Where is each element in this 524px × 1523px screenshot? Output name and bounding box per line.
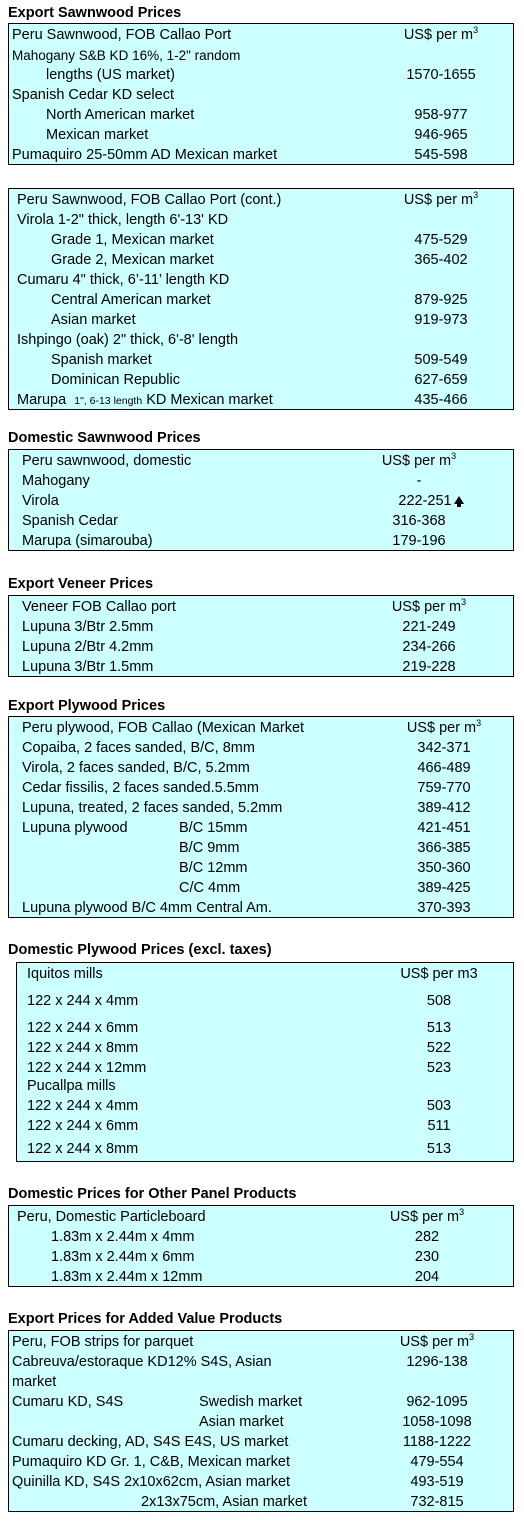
- table-header: [9, 598, 513, 617]
- section-heading-export-plywood: Export Plywood Prices: [8, 698, 166, 714]
- header-label: Iquitos mills: [27, 966, 103, 982]
- table-row: 122 x 244 x 4mm 508: [27, 993, 452, 1009]
- table-row: 122 x 244 x 8mm 522: [27, 1040, 452, 1056]
- unit-label: US$ per $m^3$: [381, 451, 457, 469]
- table-row: 2x13x75cm, Asian market 732-815: [141, 1494, 464, 1510]
- table-row: Pumaquiro KD Gr. 1, C&B, Mexican market 479-554: [12, 1454, 464, 1470]
- table-row: Cumaru 4" thick, 6’-11’ length KD: [17, 272, 230, 288]
- export-sawnwood-cont-table: [8, 188, 514, 410]
- table-row: market: [12, 1374, 57, 1390]
- table-header: [9, 191, 513, 210]
- table-row: Marupa (simarouba) 179-196: [22, 533, 446, 549]
- table-header: [9, 1208, 513, 1227]
- unit-label: US$ per $m^3$: [391, 597, 467, 615]
- table-row: Lupuna 3/Btr 2.5mm 221-249: [22, 619, 456, 635]
- section-heading-domestic-plywood: Domestic Plywood Prices (excl. taxes): [8, 942, 272, 958]
- table-row: Asian market 919-973: [51, 312, 468, 328]
- table-row: 122 x 244 x 12mm 523: [27, 1060, 452, 1076]
- up-arrow-icon: [454, 496, 464, 504]
- header-label: Peru Sawnwood, FOB Callao Port (cont.): [17, 192, 282, 208]
- table-row: Dominican Republic 627-659: [51, 372, 468, 388]
- section-heading-export-veneer: Export Veneer Prices: [8, 576, 154, 592]
- section-heading-other-panel: Domestic Prices for Other Panel Products: [8, 1186, 297, 1202]
- domestic-sawnwood-table: [8, 449, 514, 551]
- table-row: North American market 958-977: [46, 107, 468, 123]
- section-heading-export-sawnwood: Export Sawnwood Prices: [8, 5, 182, 21]
- section-heading-domestic-sawnwood: Domestic Sawnwood Prices: [8, 430, 201, 446]
- table-row: Cedar fissilis, 2 faces sanded.5.5mm 759-770: [22, 780, 471, 796]
- table-row: Lupuna 2/Btr 4.2mm 234-266: [22, 639, 456, 655]
- header-label: Peru sawnwood, domestic: [22, 453, 192, 469]
- table-row: Copaiba, 2 faces sanded, B/C, 8mm 342-371: [22, 740, 471, 756]
- unit-label: US$ per $m^3$: [403, 25, 479, 43]
- table-row: Cabreuva/estoraque KD12% S4S, Asian 1296-138: [12, 1354, 468, 1370]
- table-row: Virola, 2 faces sanded, B/C, 5.2mm 466-489: [22, 760, 471, 776]
- unit-label: US$ per $m^3$: [406, 718, 482, 736]
- table-row: 122 x 244 x 6mm 511: [27, 1118, 451, 1134]
- table-row: B/C 12mm 350-360: [179, 860, 471, 876]
- table-row: Spanish Cedar KD select: [12, 87, 174, 103]
- table-row: 122 x 244 x 4mm 503: [27, 1098, 452, 1114]
- table-row: Ishpingo (oak) 2" thick, 6'-8' length: [17, 332, 239, 348]
- domestic-plywood-table: [16, 962, 514, 1162]
- other-panel-table: [8, 1205, 514, 1287]
- table-row: Lupuna plywood B/C 4mm Central Am. 370-393: [22, 900, 471, 916]
- table-header: [9, 1333, 513, 1352]
- table-header: [9, 452, 513, 471]
- unit-label: US$ per $m^3$: [389, 1207, 465, 1225]
- table-row: lengths (US market) 1570-1655: [46, 67, 476, 83]
- table-row: Grade 2, Mexican market 365-402: [51, 252, 468, 268]
- table-row: Mexican market 946-965: [46, 127, 468, 143]
- table-row: Cumaru decking, AD, S4S E4S, US market 1188-1222: [12, 1434, 472, 1450]
- table-row: Spanish market 509-549: [51, 352, 468, 368]
- header-label: Peru Sawnwood, FOB Callao Port: [12, 27, 232, 43]
- table-row: 1.83m x 2.44m x 6mm 230: [51, 1249, 440, 1265]
- table-row: C/C 4mm 389-425: [179, 880, 471, 896]
- table-row: Asian market 1058-1098: [199, 1414, 472, 1430]
- table-row: Pumaquiro 25-50mm AD Mexican market 545-598: [12, 147, 468, 163]
- table-row: Lupuna, treated, 2 faces sanded, 5.2mm 389-412: [22, 800, 471, 816]
- header-label: Veneer FOB Callao port: [22, 599, 176, 615]
- export-plywood-table: [8, 716, 514, 918]
- table-header: [9, 719, 513, 738]
- table-row: Virola 222-251: [9, 492, 513, 511]
- table-header: [17, 965, 513, 984]
- table-row: Mahogany S&B KD 16%, 1-2" random: [12, 48, 241, 63]
- table-row: Mahogany -: [22, 473, 422, 489]
- header-label: Peru, Domestic Particleboard: [17, 1209, 206, 1225]
- export-veneer-table: [8, 595, 514, 677]
- header-label: Peru plywood, FOB Callao (Mexican Market: [22, 720, 305, 736]
- unit-label: US$ per $m^3$: [399, 1332, 475, 1350]
- table-row: 122 x 244 x 8mm 513: [27, 1141, 452, 1157]
- table-row: Grade 1, Mexican market 475-529: [51, 232, 468, 248]
- table-row: 1.83m x 2.44m x 4mm 282: [51, 1229, 440, 1245]
- section-heading-added-value: Export Prices for Added Value Products: [8, 1311, 283, 1327]
- table-row: 122 x 244 x 6mm 513: [27, 1020, 452, 1036]
- table-row: Cumaru KD, S4S Swedish market 962-1095: [12, 1394, 468, 1410]
- table-row: 1.83m x 2.44m x 12mm 204: [51, 1269, 440, 1285]
- table-row: Quinilla KD, S4S 2x10x62cm, Asian market 493-519: [12, 1474, 464, 1490]
- export-sawnwood-table: [8, 23, 514, 165]
- table-header: [9, 26, 513, 45]
- table-row: Central American market 879-925: [51, 292, 468, 308]
- table-row: B/C 9mm 366-385: [179, 840, 471, 856]
- header-label: Peru, FOB strips for parquet: [12, 1334, 194, 1350]
- table-row: Lupuna plywood B/C 15mm 421-451: [22, 820, 471, 836]
- table-row: Spanish Cedar 316-368: [22, 513, 446, 529]
- table-row: Pucallpa mills: [27, 1078, 116, 1094]
- table-row: Lupuna 3/Btr 1.5mm 219-228: [22, 659, 456, 675]
- table-row: Marupa 1", 6-13 length KD Mexican market 435-466: [17, 392, 468, 408]
- table-row: Virola 1-2" thick, length 6'-13' KD: [17, 212, 229, 228]
- unit-label: US$ per $m^3$: [403, 190, 479, 208]
- unit-label: US$ per m3: [400, 966, 478, 982]
- added-value-table: [8, 1330, 514, 1512]
